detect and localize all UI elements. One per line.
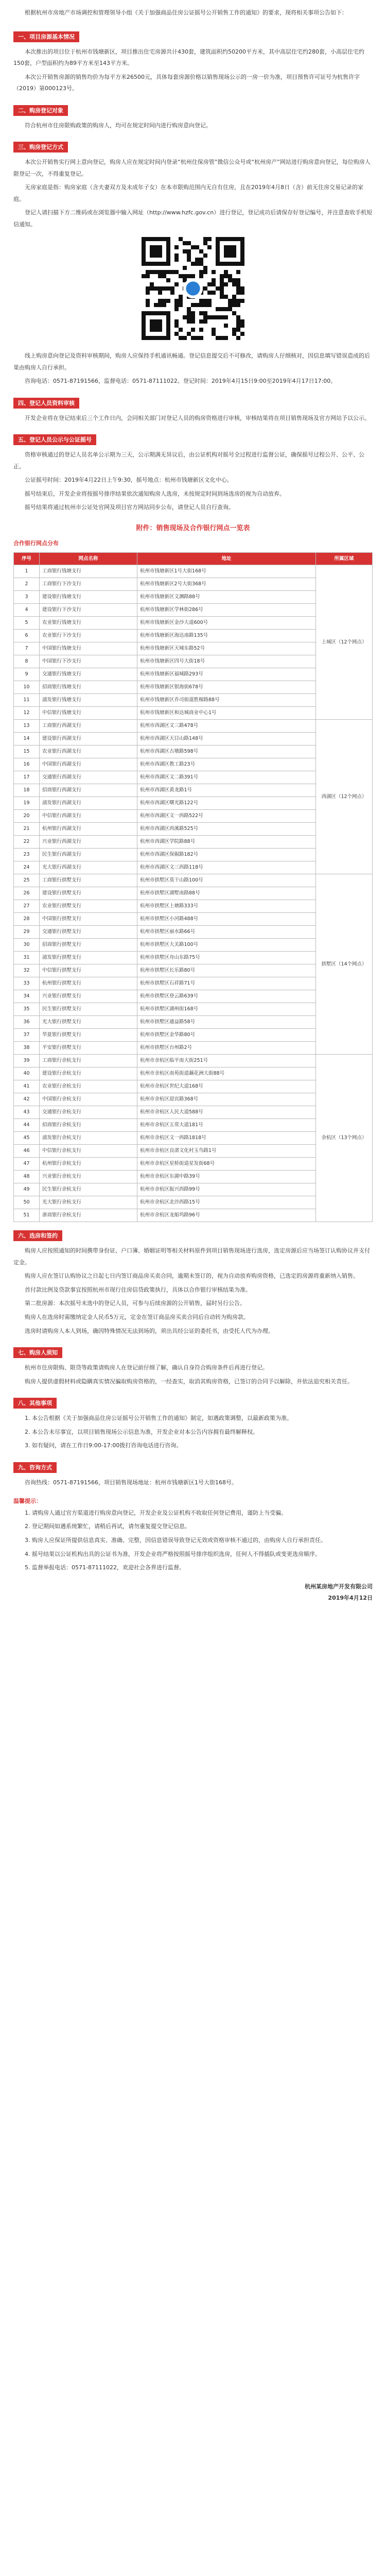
cell-address: 杭州市余杭区星桥街道星发街68号 [137, 1158, 316, 1171]
cell-address: 杭州市拱墅区舟山东路75号 [137, 952, 316, 964]
paragraph: 登记人请扫描下方二维码或在浏览器中输入网址（http://www.hzfc.gov.cn）进行登记，登记成功后请保存好登记编号，并注意查收手机短信通知。 [13, 209, 373, 228]
cell-name: 工商银行余杭支行 [40, 1055, 137, 1067]
cell-name: 招商银行西湖支行 [40, 784, 137, 797]
cell-name: 中信银行钱塘支行 [40, 707, 137, 720]
cell-number: 33 [14, 977, 40, 990]
paragraph: 首付款比例及贷款事宜按照杭州市现行住房信贷政策执行，具体以合作银行审核结果为准。 [25, 1286, 251, 1293]
cell-number: 43 [14, 1106, 40, 1119]
section-8 [13, 1389, 373, 1452]
cell-name: 浦发银行西湖支行 [40, 797, 137, 810]
cell-address: 杭州市余杭区振兴西路99号 [137, 1183, 316, 1196]
cell-address: 杭州市余杭区五常大道181号 [137, 1119, 316, 1132]
cell-number: 22 [14, 836, 40, 849]
cell-area: 余杭区（13个网点） [316, 1055, 373, 1222]
cell-address: 杭州市余杭区世纪大道168号 [137, 1080, 316, 1093]
cell-name: 华夏银行拱墅支行 [40, 1029, 137, 1042]
cell-number: 1 [14, 565, 40, 578]
cell-name: 浙商银行余杭支行 [40, 1209, 137, 1222]
paragraph: 资格审核通过的登记人员名单公示期为三天，公示期满无异议后，由公证机构对摇号全过程进行监督公证，确保摇号过程公开、公平、公正。 [13, 451, 364, 470]
cell-number: 27 [14, 900, 40, 913]
cell-number: 20 [14, 810, 40, 823]
cell-number: 12 [14, 707, 40, 720]
list-title: 附件：销售现场及合作银行网点一览表 [136, 524, 250, 533]
cell-number: 13 [14, 720, 40, 733]
paragraph: 2. 本公告未尽事宜，以项目销售现场公示信息为准，开发企业对本公告内容拥有最终解释权。 [25, 1428, 258, 1435]
cell-number: 50 [14, 1196, 40, 1209]
cell-name: 浦发银行钱塘支行 [40, 694, 137, 707]
notice-block [13, 1496, 373, 1573]
cell-number: 21 [14, 823, 40, 836]
section-5 [13, 426, 373, 514]
cell-number: 11 [14, 694, 40, 707]
cell-address: 杭州市钱塘新区四号大街18号 [137, 655, 316, 668]
table-row [14, 720, 373, 733]
cell-name: 浦发银行拱墅支行 [40, 952, 137, 964]
cell-number: 7 [14, 642, 40, 655]
paragraph: 5. 监督举报电话：0571-87111022，欢迎社会各界进行监督。 [25, 1564, 185, 1571]
cell-address: 杭州市拱墅区莫干山路100号 [137, 874, 316, 887]
paragraph: 本次公开销售房源的销售均价为每平方米26500元，具体每套房源价格以销售现场公示的一房一价为准，项目预售许可证号为杭售许字（2019）第000123号。 [13, 73, 360, 92]
cell-address: 杭州市拱墅区大关路100号 [137, 939, 316, 952]
cell-address: 杭州市钱塘新区金沙大道600号 [137, 617, 316, 630]
cell-address: 杭州市钱塘新区文渊路88号 [137, 591, 316, 604]
cell-address: 杭州市西湖区曙光路122号 [137, 797, 316, 810]
section-title: 七、购房人须知 [13, 1347, 62, 1358]
cell-number: 4 [14, 604, 40, 617]
cell-address: 杭州市钱塘新区1号大街168号 [137, 565, 316, 578]
cell-number: 36 [14, 1016, 40, 1029]
cell-number: 10 [14, 681, 40, 694]
cell-address: 杭州市西湖区文二路391号 [137, 771, 316, 784]
paragraph: 本次公开销售实行网上意向登记，购房人应在规定时间内登录“杭州住保房管”微信公众号或“杭州房产”网站进行购房意向登记，每位购房人限登记一次，不得重复登记。 [13, 159, 371, 177]
cell-number: 46 [14, 1145, 40, 1158]
cell-name: 农业银行下沙支行 [40, 630, 137, 642]
cell-address: 杭州市西湖区保俶路182号 [137, 849, 316, 861]
section-title: 三、购房登记方式 [13, 142, 68, 152]
cell-number: 39 [14, 1055, 40, 1067]
table-row [14, 1055, 373, 1067]
paragraph: 2. 登记期间如遇系统繁忙，请稍后再试，请勿重复提交登记信息。 [25, 1523, 190, 1530]
cell-address: 杭州市西湖区黄龙路1号 [137, 784, 316, 797]
cell-address: 杭州市拱墅区长乐路80号 [137, 964, 316, 977]
paragraph: 第二批房源：本次摇号未选中的登记人员，可参与后续房源的公开销售，届时另行公告。 [25, 1300, 245, 1307]
cell-name: 农业银行拱墅支行 [40, 900, 137, 913]
cell-name: 光大银行拱墅支行 [40, 1016, 137, 1029]
cell-number: 35 [14, 1003, 40, 1016]
intro-paragraph: 根据杭州市房地产市场调控和管理领导小组《关于加强商品住房公证摇号公开销售工作的通知》的要求，现将相关事项公告如下： [25, 9, 347, 16]
cell-name: 光大银行西湖支行 [40, 861, 137, 874]
cell-name: 交通银行拱墅支行 [40, 926, 137, 939]
section-1 [13, 23, 373, 95]
cell-address: 杭州市西湖区文一西路522号 [137, 810, 316, 823]
section-3 [13, 133, 373, 230]
cell-number: 8 [14, 655, 40, 668]
cell-name: 杭州银行余杭支行 [40, 1158, 137, 1171]
cell-number: 25 [14, 874, 40, 887]
cell-address: 杭州市西湖区教工路23号 [137, 758, 316, 771]
cell-name: 兴业银行余杭支行 [40, 1171, 137, 1183]
cell-name: 工商银行拱墅支行 [40, 874, 137, 887]
cell-number: 2 [14, 578, 40, 591]
paragraph: 公证摇号时间：2019年4月22日上午9:30，摇号地点：杭州市钱塘新区文化中心。 [25, 477, 233, 484]
cell-number: 37 [14, 1029, 40, 1042]
section-6 [13, 1222, 373, 1337]
paragraph: 无房家庭是指：购房家庭（含夫妻双方及未成年子女）在本市限购范围内无自有住房，且在2019年4月8日（含）前无住房交易记录的家庭。 [13, 184, 363, 202]
cell-address: 杭州市钱塘新区福城路293号 [137, 668, 316, 681]
cell-number: 31 [14, 952, 40, 964]
cell-number: 18 [14, 784, 40, 797]
cell-number: 34 [14, 990, 40, 1003]
section-title: 五、登记人员公示与公证摇号 [13, 434, 96, 445]
cell-area: 拱墅区（14个网点） [316, 874, 373, 1055]
section-4 [13, 389, 373, 425]
section-title: 九、咨询方式 [13, 1462, 57, 1473]
cell-name: 中国银行下沙支行 [40, 655, 137, 668]
cell-address: 杭州市余杭区文一西路1818号 [137, 1132, 316, 1145]
cell-name: 建设银行钱塘支行 [40, 591, 137, 604]
cell-address: 杭州市拱墅区台州路2号 [137, 1042, 316, 1055]
cell-number: 45 [14, 1132, 40, 1145]
cell-name: 中信银行拱墅支行 [40, 964, 137, 977]
cell-name: 中国银行西湖支行 [40, 758, 137, 771]
cell-address: 杭州市拱墅区石祥路71号 [137, 977, 316, 990]
cell-address: 杭州市余杭区迎宾路368号 [137, 1093, 316, 1106]
cell-name: 建设银行拱墅支行 [40, 887, 137, 900]
table-row [14, 874, 373, 887]
cell-number: 51 [14, 1209, 40, 1222]
cell-address: 杭州市余杭区临平南大街251号 [137, 1055, 316, 1067]
cell-name: 招商银行拱墅支行 [40, 939, 137, 952]
cell-address: 杭州市余杭区良渚文化村玉鸟路1号 [137, 1145, 316, 1158]
cell-address: 杭州市钱塘新区银海街678号 [137, 681, 316, 694]
cell-name: 光大银行余杭支行 [40, 1196, 137, 1209]
section-title: 八、其他事项 [13, 1398, 57, 1409]
cell-address: 杭州市拱墅区登云路639号 [137, 990, 316, 1003]
cell-address: 杭州市钱塘新区海达南路135号 [137, 630, 316, 642]
section-2 [13, 97, 373, 132]
paragraph: 符合杭州市住房限购政策的购房人，均可在规定时间内进行购房意向登记。 [25, 122, 212, 129]
cell-name: 工商银行钱塘支行 [40, 565, 137, 578]
cell-address: 杭州市余杭区人民大道588号 [137, 1106, 316, 1119]
table-row [14, 565, 373, 578]
paragraph: 线上购房意向登记及资料审核期间，购房人应保持手机通讯畅通。登记信息提交后不可修改，请购房人仔细核对，因信息填写错误造成的后果由购房人自行承担。 [13, 352, 370, 371]
cell-address: 杭州市钱塘新区和达城商业中心1号 [137, 707, 316, 720]
section-7 [13, 1339, 373, 1387]
cell-address: 杭州市余杭区东湖中路39号 [137, 1171, 316, 1183]
cell-name: 交通银行钱塘支行 [40, 668, 137, 681]
cell-number: 9 [14, 668, 40, 681]
cell-address: 杭州市余杭区南苑街道藕花洲大街88号 [137, 1067, 316, 1080]
header-name: 网点名称 [40, 553, 137, 565]
paragraph: 购房人应在签订认购协议之日起七日内签订商品房买卖合同，逾期未签订的，视为自动放弃购房资格，已选定的房源将重新纳入销售。 [25, 1273, 359, 1280]
cell-name: 招商银行钱塘支行 [40, 681, 137, 694]
cell-number: 28 [14, 913, 40, 926]
paragraph: 本次推出的项目位于杭州市钱塘新区，项目推出住宅房源共计430套，建筑面积约50200平方米，其中高层住宅约280套，小高层住宅约150套，户型面积约为89平方米至143平方米。 [13, 48, 364, 67]
notice-title: 温馨提示： [13, 1498, 42, 1505]
cell-number: 38 [14, 1042, 40, 1055]
cell-address: 杭州市拱墅区丽水路66号 [137, 926, 316, 939]
table-body [14, 565, 373, 1222]
signature-date: 2019年4月12日 [328, 1594, 373, 1601]
paragraph: 开发企业将在登记结束后三个工作日内，会同相关部门对登记人员的购房资格进行审核，审核结果将在项目销售现场及官方网站予以公示。 [25, 414, 370, 421]
cell-address: 杭州市余杭区北沙西路15号 [137, 1196, 316, 1209]
cell-address: 杭州市拱墅区湖州街168号 [137, 1003, 316, 1016]
cell-name: 交通银行西湖支行 [40, 771, 137, 784]
cell-address: 杭州市西湖区文三西路118号 [137, 861, 316, 874]
cell-number: 40 [14, 1067, 40, 1080]
cell-name: 平安银行拱墅支行 [40, 1042, 137, 1055]
cell-name: 中国银行钱塘支行 [40, 642, 137, 655]
paragraph: 摇号结果将通过杭州市公证处官网及项目官方网站同步公布，请登记人员自行查询。 [25, 504, 234, 511]
paragraph: 咨询热线：0571-87191566，项目销售现场地址：杭州市钱塘新区1号大街168号。 [25, 1479, 237, 1486]
paragraph: 1. 请购房人通过官方渠道进行购房意向登记，开发企业及公证机构不收取任何登记费用，谨防上当受骗。 [25, 1509, 287, 1516]
qr-code-icon [142, 237, 244, 340]
section-title: 二、购房登记对象 [13, 105, 68, 116]
cell-number: 26 [14, 887, 40, 900]
cell-name: 建设银行西湖支行 [40, 733, 137, 745]
paragraph: 购房人在选房时需缴纳定金人民币5万元，定金在签订商品房买卖合同后自动转为购房款。 [25, 1313, 249, 1320]
cell-number: 17 [14, 771, 40, 784]
cell-name: 浦发银行余杭支行 [40, 1132, 137, 1145]
paragraph: 1. 本公告根据《关于加强商品住房公证摇号公开销售工作的通知》制定，如遇政策调整，以最新政策为准。 [25, 1415, 292, 1422]
cell-name: 农业银行西湖支行 [40, 745, 137, 758]
cell-address: 杭州市西湖区天目山路148号 [137, 733, 316, 745]
cell-number: 44 [14, 1119, 40, 1132]
cell-number: 47 [14, 1158, 40, 1171]
cell-number: 41 [14, 1080, 40, 1093]
cell-name: 中国银行拱墅支行 [40, 913, 137, 926]
section-title: 四、登记人员资料审核 [13, 398, 79, 409]
paragraph: 购房人提供虚假材料或隐瞒真实情况骗取购房资格的，一经查实，取消其购房资格，已签订的合同予以解除，并依法追究相关责任。 [25, 1378, 353, 1385]
cell-address: 杭州市拱墅区小河路488号 [137, 913, 316, 926]
cell-name: 农业银行余杭支行 [40, 1080, 137, 1093]
cell-name: 工商银行下沙支行 [40, 578, 137, 591]
cell-address: 杭州市西湖区西溪路525号 [137, 823, 316, 836]
cell-number: 49 [14, 1183, 40, 1196]
cell-name: 民生银行拱墅支行 [40, 1003, 137, 1016]
cell-area: 西湖区（12个网点） [316, 720, 373, 874]
paragraph: 3. 如有疑问，请在工作日9:00-17:00拨打咨询电话进行咨询。 [25, 1442, 182, 1449]
cell-name: 兴业银行拱墅支行 [40, 990, 137, 1003]
cell-number: 42 [14, 1093, 40, 1106]
cell-name: 建设银行下沙支行 [40, 604, 137, 617]
cell-address: 杭州市拱墅区湖墅南路88号 [137, 887, 316, 900]
cell-name: 民生银行余杭支行 [40, 1183, 137, 1196]
cell-address: 杭州市西湖区古墩路598号 [137, 745, 316, 758]
cell-number: 30 [14, 939, 40, 952]
section-title: 一、项目房源基本情况 [13, 31, 79, 42]
list-subtitle: 合作银行网点分布 [13, 539, 59, 547]
cell-address: 杭州市西湖区学院路88号 [137, 836, 316, 849]
cell-address: 杭州市钱塘新区2号大街368号 [137, 578, 316, 591]
header-number: 序号 [14, 553, 40, 565]
header-area: 所属区域 [316, 553, 373, 565]
bank-list-table [13, 552, 373, 1222]
cell-name: 招商银行余杭支行 [40, 1119, 137, 1132]
cell-number: 19 [14, 797, 40, 810]
cell-name: 杭州银行拱墅支行 [40, 977, 137, 990]
cell-name: 建设银行余杭支行 [40, 1067, 137, 1080]
cell-address: 杭州市拱墅区通益路58号 [137, 1016, 316, 1029]
cell-number: 29 [14, 926, 40, 939]
paragraph: 杭州市住房限购、限贷等政策请购房人在登记前仔细了解，确认自身符合购房条件后再进行登记。 [25, 1364, 268, 1371]
cell-name: 农业银行钱塘支行 [40, 617, 137, 630]
qr-code-area [13, 237, 373, 345]
cell-name: 民生银行西湖支行 [40, 849, 137, 861]
cell-name: 中信银行余杭支行 [40, 1145, 137, 1158]
cell-name: 中国银行余杭支行 [40, 1093, 137, 1106]
cell-address: 杭州市拱墅区上塘路333号 [137, 900, 316, 913]
section-title: 六、选房和签约 [13, 1230, 62, 1241]
cell-address: 杭州市拱墅区金华路80号 [137, 1029, 316, 1042]
cell-number: 6 [14, 630, 40, 642]
paragraph: 选房时请购房人本人到场，确因特殊情况无法到场的，须出具经公证的委托书，由受托人代为办理。 [25, 1327, 274, 1334]
cell-name: 交通银行余杭支行 [40, 1106, 137, 1119]
cell-number: 3 [14, 591, 40, 604]
paragraph: 4. 摇号结果以公证机构出具的公证书为准，开发企业将严格按照摇号排序组织选房，任何人不得插队或变更选房顺序。 [25, 1550, 321, 1557]
paragraph: 咨询电话：0571-87191566，监督电话：0571-87111022。登记时间：2019年4月15日9:00至2019年4月17日17:00。 [25, 378, 337, 385]
cell-address: 杭州市钱塘新区乔司街道胜稼路88号 [137, 694, 316, 707]
cell-name: 兴业银行西湖支行 [40, 836, 137, 849]
cell-name: 工商银行西湖支行 [40, 720, 137, 733]
paragraph: 摇号结束后，开发企业将按摇号排序结果依次通知购房人选房，未按规定时间到场选房的视为自动放弃。 [25, 490, 285, 497]
table-header-row [14, 553, 373, 565]
cell-name: 杭州银行西湖支行 [40, 823, 137, 836]
cell-number: 14 [14, 733, 40, 745]
cell-address: 杭州市钱塘新区学林街286号 [137, 604, 316, 617]
cell-number: 5 [14, 617, 40, 630]
header-address: 地址 [137, 553, 316, 565]
cell-address: 杭州市余杭区龙船坞路96号 [137, 1209, 316, 1222]
cell-number: 15 [14, 745, 40, 758]
signature-company: 杭州某房地产开发有限公司 [305, 1583, 373, 1590]
cell-name: 中信银行西湖支行 [40, 810, 137, 823]
cell-address: 杭州市钱塘新区天城东路52号 [137, 642, 316, 655]
cell-number: 23 [14, 849, 40, 861]
cell-number: 24 [14, 861, 40, 874]
section-9 [13, 1454, 373, 1489]
cell-number: 16 [14, 758, 40, 771]
signature-block [13, 1581, 373, 1604]
cell-number: 32 [14, 964, 40, 977]
cell-area: 上城区（12个网点） [316, 565, 373, 720]
paragraph: 购房人应按照通知的时间携带身份证、户口簿、婚姻证明等相关材料原件到项目销售现场进行选房，选定房源后应当场签订认购协议并支付定金。 [13, 1247, 370, 1266]
cell-number: 48 [14, 1171, 40, 1183]
paragraph: 3. 购房人应保证所提供信息真实、准确、完整，因信息错误导致登记无效或资格审核不通过的，由购房人自行承担责任。 [25, 1536, 326, 1544]
section-3-continued [13, 350, 373, 387]
cell-address: 杭州市西湖区文三路478号 [137, 720, 316, 733]
